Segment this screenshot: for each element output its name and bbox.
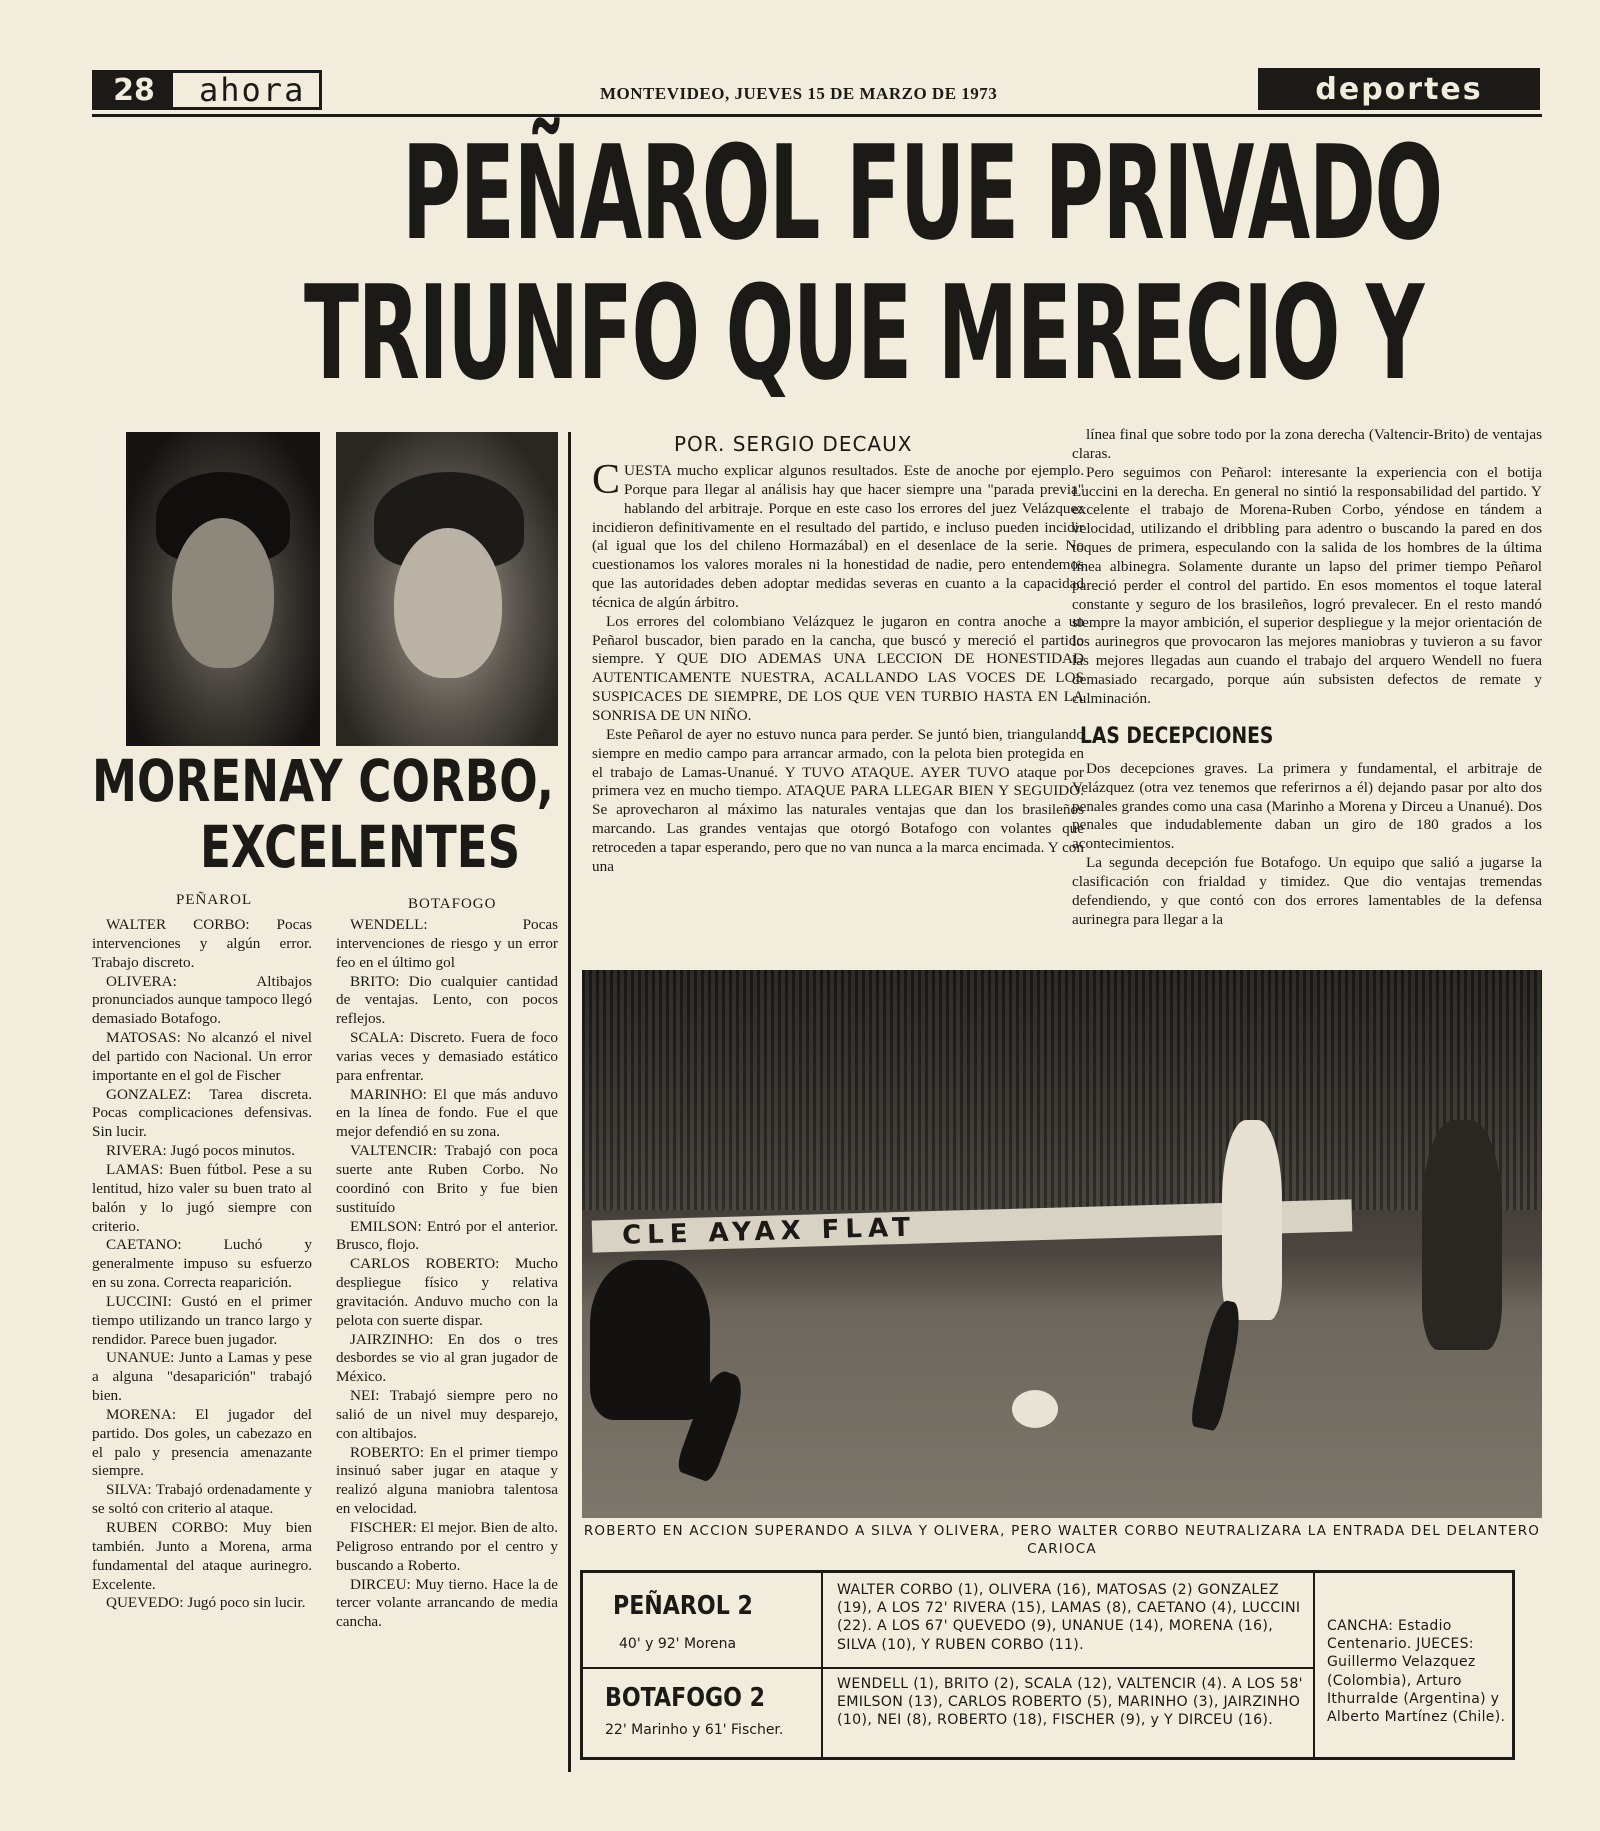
penarol-ratings bbox=[92, 916, 312, 1613]
article-paragraph: La segunda decepción fue Botafogo. Un equipo que salió a jugarse la clasificación con frialdad y timidez. Que dio ventajas tremendas defendiendo, y que contó con dos errores lamentables de la defensa aurinegra para llegar a la bbox=[1072, 854, 1542, 928]
score-box-divider bbox=[1313, 1573, 1315, 1757]
rating-item: MATOSAS: No alcanzó el nivel del partido con Nacional. Un error importante en el gol de Fischer bbox=[92, 1029, 312, 1084]
brand-name: ahora bbox=[199, 71, 306, 109]
player-figure bbox=[1422, 1120, 1502, 1350]
goals-botafogo: 22' Marinho y 61' Fischer. bbox=[605, 1722, 784, 1738]
score-box-divider bbox=[821, 1573, 823, 1757]
advertising-banner: CLE AYAX FLAT bbox=[592, 1199, 1353, 1252]
photo-caption: ROBERTO EN ACCION SUPERANDO A SILVA Y OLIVERA, PERO WALTER CORBO NEUTRALIZARA LA ENTRADA DEL DELANTERO CARIOCA bbox=[583, 1523, 1541, 1558]
masthead-box bbox=[92, 70, 322, 110]
headline-line-1: PEÑAROL FUE PRIVADO bbox=[402, 117, 1442, 269]
rating-item: ROBERTO: En el primer tiempo insinuó saber jugar en ataque y realizó alguna maniobra talentosa en velocidad. bbox=[336, 1443, 558, 1518]
headline-line-2: TRIUNFO QUE MERECIO Y bbox=[304, 257, 1424, 409]
rating-item: MORENA: El jugador del partido. Dos goles, un cabezazo en el palo y presencia amenazante siempre. bbox=[92, 1405, 312, 1480]
score-box-divider bbox=[583, 1667, 1313, 1669]
portrait-photo-morena bbox=[126, 432, 320, 746]
face-shape bbox=[172, 518, 274, 668]
rating-item: MARINHO: El que más anduvo en la línea de fondo. Fue el que mejor defendió en su zona. bbox=[336, 1085, 558, 1141]
column-divider bbox=[568, 432, 571, 1772]
sidebar-title-line-2: EXCELENTES bbox=[200, 813, 521, 881]
team-score-penarol: PEÑAROL 2 bbox=[613, 1591, 753, 1621]
player-figure bbox=[1189, 1298, 1245, 1431]
page-number: 28 bbox=[95, 73, 173, 107]
venue-and-referees: CANCHA: Estadio Centenario. JUECES: Guillermo Velazquez (Colombia), Arturo Ithurralde (Argentina) y Alberto Martínez (Chile). bbox=[1327, 1618, 1506, 1725]
player-figure bbox=[1222, 1120, 1282, 1320]
rating-item: LUCCINI: Gustó en el primer tiempo utilizando un tranco largo y rendidor. Parece buen jugador. bbox=[92, 1292, 312, 1348]
rating-item: UNANUE: Junto a Lamas y pese a alguna "desaparición" trabajó bien. bbox=[92, 1349, 312, 1405]
article-paragraph: CUESTA mucho explicar algunos resultados. Este de anoche por ejemplo. Porque para llegar al análisis hay que hacer siempre una "parada previa" hablando del arbitraje. Porque en este caso los errores del juez Velázquez incidieron definitivamente en el resultado del partido, e incluso pueden incidir (al igual que los del chileno Hormazábal) en el desenlace de la serie. No cuestionamos los valores morales ni la honestidad de nadie, pero entendemos que las autoridades deben adoptar medidas severas en cuanto a la capacidad técnica de algún árbitro. bbox=[592, 457, 1084, 611]
rating-item: WENDELL: Pocas intervenciones de riesgo y un error feo en el último gol bbox=[336, 916, 558, 971]
rating-item: JAIRZINHO: En dos o tres desbordes se vio al gran jugador de México. bbox=[336, 1330, 558, 1386]
player-figure bbox=[590, 1260, 710, 1420]
rating-item: VALTENCIR: Trabajó con poca suerte ante Ruben Corbo. No coordinó con Brito y fue bien sustituído bbox=[336, 1142, 558, 1216]
article-paragraph: línea final que sobre todo por la zona derecha (Valtencir-Brito) de ventajas claras. bbox=[1072, 426, 1542, 462]
rating-item: EMILSON: Entró por el anterior. Brusco, flojo. bbox=[336, 1217, 558, 1254]
team-score-botafogo: BOTAFOGO 2 bbox=[605, 1683, 765, 1713]
article-paragraph: Dos decepciones graves. La primera y fundamental, el arbitraje de Velázquez (otra vez tenemos que referirnos a él) dejando pasar por alto dos penales grandes como una casa (Marinho a Morena y Dirceu a Unanué). Dos penales que indudablemente daban un giro de 180 grados a los acontecimientos. bbox=[1072, 759, 1542, 853]
drop-cap: C bbox=[592, 457, 621, 503]
rating-item: SCALA: Discreto. Fuera de foco varias veces y demasiado estático para enfrentar. bbox=[336, 1029, 558, 1084]
section-heading: LAS DECEPCIONES bbox=[1080, 723, 1274, 749]
article-column-1 bbox=[592, 457, 1084, 877]
rating-item: DIRCEU: Muy tierno. Hace la de tercer volante arrancando de media cancha. bbox=[336, 1575, 558, 1631]
botafogo-ratings-heading: BOTAFOGO bbox=[408, 896, 497, 912]
goals-penarol: 40' y 92' Morena bbox=[619, 1636, 737, 1652]
rating-item: FISCHER: El mejor. Bien de alto. Peligroso entrando por el centro y buscando a Roberto. bbox=[336, 1519, 558, 1574]
score-box bbox=[580, 1570, 1515, 1760]
face-shape bbox=[394, 528, 502, 678]
rating-item: BRITO: Dio cualquier cantidad de ventajas. Lento, con pocos reflejos. bbox=[336, 972, 558, 1028]
rating-item: RUBEN CORBO: Muy bien también. Junto a Morena, arma fundamental del ataque aurinegro. Excelente. bbox=[92, 1519, 312, 1593]
rating-item: NEI: Trabajó siempre pero no salió de un nivel muy desparejo, con altibajos. bbox=[336, 1387, 558, 1442]
section-label: deportes bbox=[1258, 68, 1540, 110]
rating-item: RIVERA: Jugó pocos minutos. bbox=[106, 1142, 296, 1160]
rating-item: GONZALEZ: Tarea discreta. Pocas complicaciones defensivas. Sin lucir. bbox=[92, 1085, 312, 1141]
lineup-penarol: WALTER CORBO (1), OLIVERA (16), MATOSAS (2) GONZALEZ (19), A LOS 72' RIVERA (15), LAMAS (8), CAETANO (4), LUCCINI (22). A LOS 67' QUEVEDO (9), UNANUE (14), MORENA (16), SILVA (10), Y RUBEN CORBO (11). bbox=[837, 1582, 1301, 1653]
match-photo bbox=[582, 970, 1542, 1518]
article-paragraph: Los errores del colombiano Velázquez le jugaron en contra anoche a un Peñarol buscador, bien parado en la cancha, que buscó y mereció el partido siempre. Y QUE DIO ADEMAS UNA LECCION DE HONESTIDAD AUTENTICAMENTE NUESTRA, ACALLANDO LAS VOCES DE LOS SUSPICACES DE SIEMPRE, DE LOS QUE VEN TURBIO HASTA EN LA SONRISA DE UN NIÑO. bbox=[592, 612, 1084, 724]
dateline: MONTEVIDEO, JUEVES 15 DE MARZO DE 1973 bbox=[600, 84, 998, 103]
rating-item: QUEVEDO: Jugó poco sin lucir. bbox=[106, 1594, 306, 1612]
rating-item: CARLOS ROBERTO: Mucho despliegue físico y relativa gravitación. Anduvo mucho con la pelota con suerte dispar. bbox=[336, 1255, 558, 1329]
stadium-crowd bbox=[582, 970, 1542, 1210]
lineup-botafogo: WENDELL (1), BRITO (2), SCALA (12), VALTENCIR (4). A LOS 58' EMILSON (13), CARLOS ROBERTO (5), MARINHO (3), JAIRZINHO (10), NEI (8), ROBERTO (18), FISCHER (9), y Y DIRCEU (16). bbox=[837, 1676, 1303, 1729]
rating-item: CAETANO: Luchó y generalmente impuso su esfuerzo en su zona. Correcta reaparición. bbox=[92, 1236, 312, 1292]
football bbox=[1012, 1390, 1058, 1428]
rating-item: WALTER CORBO: Pocas intervenciones y algún error. Trabajo discreto. bbox=[92, 916, 312, 971]
botafogo-ratings bbox=[336, 916, 558, 1632]
article-byline: POR. SERGIO DECAUX bbox=[674, 432, 913, 456]
sidebar-title-line-1: MORENAY CORBO, bbox=[92, 747, 554, 815]
article-paragraph: Este Peñarol de ayer no estuvo nunca para perder. Se juntó bien, triangulando siempre en medio campo para arrancar armado, con la pelota bien protegida en el trabajo de Lamas-Unanué. Y TUVO ATAQUE. AYER TUVO ataque por primera vez en mucho tiempo. ATAQUE PARA LLEGAR BIEN Y SEGUIDO. Se aprovecharon al máximo las naturales ventajas que dan los brasileños marcando. Las grandes ventajas que otorgó Botafogo con volantes que retroceden a tapar esperando, pero que no van nunca a la marca encimada. Y con una bbox=[592, 725, 1084, 875]
article-column-2 bbox=[1072, 426, 1542, 930]
penarol-ratings-heading: PEÑAROL bbox=[176, 892, 253, 908]
rating-item: SILVA: Trabajó ordenadamente y se soltó con criterio al ataque. bbox=[92, 1481, 312, 1518]
rating-item: OLIVERA: Altibajos pronunciados aunque tampoco llegó demasiado Botafogo. bbox=[92, 972, 312, 1028]
rating-item: LAMAS: Buen fútbol. Pese a su lentitud, hizo valer su buen trato al balón y lo jugó siempre con criterio. bbox=[92, 1160, 312, 1235]
portrait-photo-corbo bbox=[336, 432, 558, 746]
article-paragraph: Pero seguimos con Peñarol: interesante la experiencia con el botija Luccini en la derecha. En general no sintió la responsabilidad del partido. Y excelente el trabajo de Morena-Ruben Corbo, yéndose en tándem a velocidad, utilizando el dribbling para adentro o buscando la pared en dos toques de primera, especulando con la salida de los hombres de la última línea albinegra. Solamente durante un lapso del primer tiempo Peñarol pareció perder el control del partido. En esos momentos el toque lateral constante y seguro de los brasileños, logró prevalecer. En el resto mandó siempre la mayor ambición, el superior despliegue y la mejor orientación de los aurinegros que provocaron las mejores maniobras y tuvieron a su favor las mejores llegadas aun cuando el trabajo del arquero Wendell no fuera demasiado recargado, porque aún subsisten defectos de remate y culminación. bbox=[1072, 463, 1542, 707]
